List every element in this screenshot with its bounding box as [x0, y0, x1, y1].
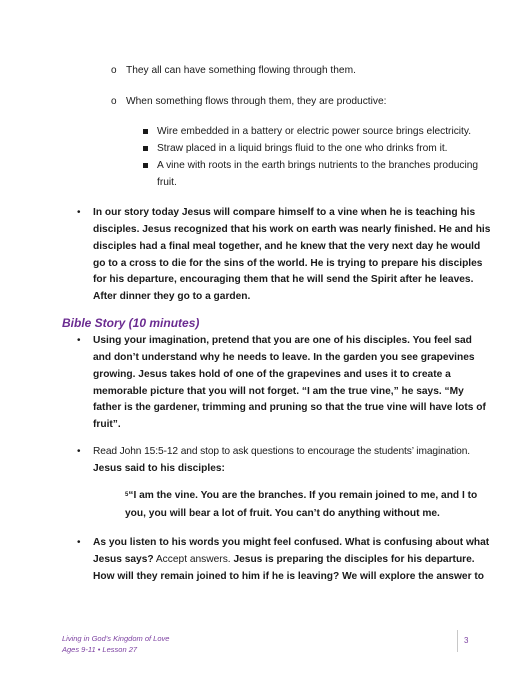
verse-line: you, you will bear a lot of fruit. You can’t do anything without me.: [125, 508, 440, 519]
read-john-line: Jesus said to his disciples:: [93, 463, 225, 474]
square-bullet-marker: [143, 146, 148, 151]
bullet-marker: •: [77, 446, 81, 457]
imagination-line: memorable picture that you will not forget. “I am the true vine,” he says. “My: [93, 386, 464, 397]
story-intro-line: After dinner they go to a garden.: [93, 291, 251, 302]
story-intro-line: disciples had a final meal together, and he knew that the very next day he would: [93, 241, 481, 252]
confused-line: As you listen to his words you might feel confused. What is confusing about what: [93, 537, 490, 548]
square-bullet-text: fruit.: [157, 177, 177, 188]
bullet-marker: •: [77, 335, 81, 346]
confused-line: [93, 554, 475, 566]
imagination-line: and don’t understand why he needs to leave. In the garden you see grapevines: [93, 352, 475, 363]
sub-bullet-marker: o: [111, 96, 117, 107]
footer-subtitle: Ages 9-11 • Lesson 27: [62, 645, 138, 654]
section-heading: Bible Story (10 minutes): [62, 316, 200, 330]
verse-text: “I am the vine. You are the branches. If you remain joined to me, and I to: [128, 490, 478, 501]
sub-bullet-text: When something flows through them, they are productive:: [126, 96, 387, 107]
page-number: 3: [464, 636, 469, 645]
story-intro-line: for his departure, encouraging them that he will send the Spirit after he leaves.: [93, 274, 474, 285]
sub-bullet-text: They all can have something flowing through them.: [126, 65, 356, 76]
square-bullet-marker: [143, 163, 148, 168]
imagination-line: fruit”.: [93, 419, 121, 430]
verse-line: [125, 490, 477, 502]
read-john-line: Read John 15:5-12 and stop to ask questions to encourage the students’ imagination.: [93, 446, 471, 457]
confused-line: How will they remain joined to him if he is leaving? We will explore the answer to: [93, 571, 484, 582]
confused-normal: Accept answers.: [153, 554, 234, 565]
verse-number: 5: [125, 492, 129, 498]
sub-bullet-marker: o: [111, 65, 117, 76]
square-bullet-text: Straw placed in a liquid brings fluid to the one who drinks from it.: [157, 143, 448, 154]
imagination-line: Using your imagination, pretend that you are one of his disciples. You feel sad: [93, 335, 472, 346]
story-intro-line: go to a cross to die for the sins of the world. He is trying to prepare his disciples: [93, 258, 483, 269]
square-bullet-marker: [143, 129, 148, 134]
imagination-line: growing. Jesus takes hold of one of the grapevines and uses it to create a: [93, 369, 451, 380]
bullet-marker: •: [77, 537, 81, 548]
confused-bold: Jesus is preparing the disciples for his departure.: [233, 554, 475, 565]
bullet-marker: •: [77, 207, 81, 218]
footer-title: Living in God’s Kingdom of Love: [62, 634, 170, 643]
story-intro-line: disciples. Jesus recognized that his work on earth was nearly finished. He and his: [93, 224, 491, 235]
imagination-line: father is the gardener, trimming and pruning so that the true vine will have lots of: [93, 402, 486, 413]
square-bullet-text: A vine with roots in the earth brings nutrients to the branches producing: [157, 160, 479, 171]
confused-bold: Jesus says?: [93, 554, 154, 565]
story-intro-line: In our story today Jesus will compare himself to a vine when he is teaching his: [93, 207, 476, 218]
square-bullet-text: Wire embedded in a battery or electric power source brings electricity.: [157, 126, 472, 137]
footer-divider: [457, 630, 458, 652]
